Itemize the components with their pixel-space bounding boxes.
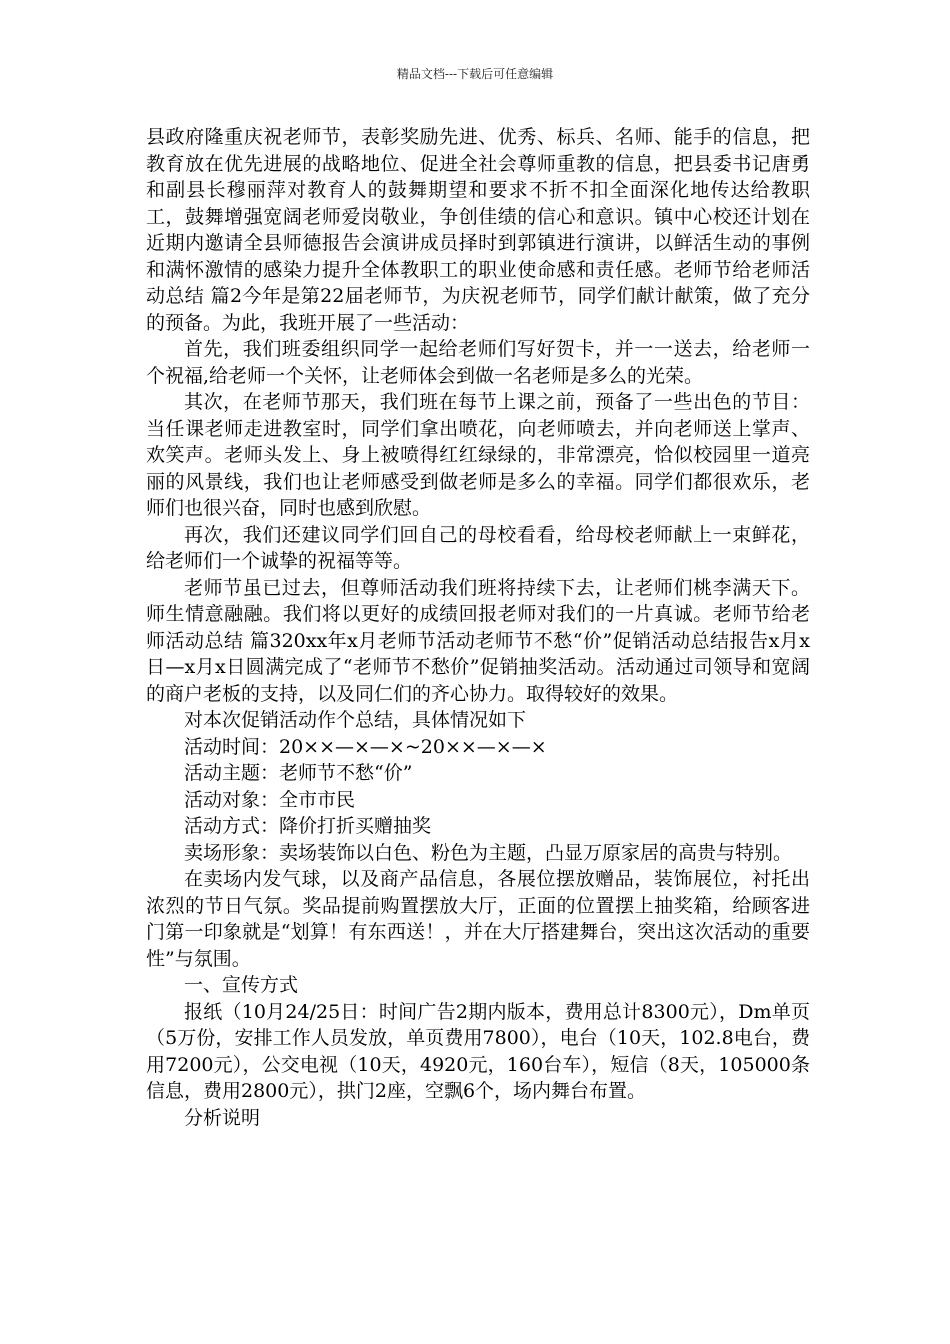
paragraph-12: 在卖场内发气球，以及商产品信息，各展位摆放赠品，装饰展位，衬托出浓烈的节日气氛。奖品提前购置摆放大厅，正面的位置摆上抽奖箱，给顾客进门第一印象就是“划算！有东西送！，并在大厅搭建舞台，突出这次活动的重要性”与氛围。: [146, 868, 810, 970]
paragraph-3: 其次，在老师节那天，我们班在每节上课之前，预备了一些出色的节目：当任课老师走进教室时，同学们拿出喷花，向老师喷去，并向老师送上掌声、欢笑声。老师头发上、身上被喷得红红绿绿的，非常漂亮，恰似校园里一道亮丽的风景线，我们也让老师感受到做老师是多么的幸福。同学们都很欢乐，老师们也很兴奋，同时也感到欣慰。: [146, 391, 810, 519]
paragraph-4: 再次，我们还建议同学们回自己的母校看看，给母校老师献上一束鲜花，给老师们一个诚挚的祝福等等。: [146, 523, 810, 572]
analysis-heading: 分析说明: [184, 1106, 261, 1129]
document-body: [146, 124, 810, 1131]
store-image: 卖场形象：卖场装饰以白色、粉色为主题，凸显万原家居的高贵与特别。: [184, 841, 793, 864]
section-heading-promotion: 一、宣传方式: [184, 974, 299, 996]
activity-time: 活动时间：20××—×—×~20××—×—×: [184, 735, 547, 758]
activity-method: 活动方式：降价打折买赠抽奖: [184, 815, 432, 837]
paragraph-14: 报纸（10月24/25日：时间广告2期内版本，费用总计8300元），Dm单页（5万份，安排工作人员发放，单页费用7800），电台（10天，102.8电台，费用7200元），公交电视（10天，4920元，160台车），短信（8天，105000条信息，费用2800元），拱门2座，空飘6个，场内舞台布置。: [146, 1000, 810, 1102]
activity-target: 活动对象：全市市民: [184, 788, 356, 811]
paragraph-5: 老师节虽已过去，但尊师活动我们班将持续下去，让老师们桃李满天下。师生情意融融。我们将以更好的成绩回报老师对我们的一片真诚。老师节给老师活动总结 篇320xx年x月老师节活动老师节不愁“价”促销活动总结报告x月x日—x月x日圆满完成了“老师节不愁价”促销抽奖活动。活动通过司领导和宽阔的商户老板的支持，以及同仁们的齐心协力。取得较好的效果。: [146, 576, 810, 705]
paragraph-1: 县政府隆重庆祝老师节，表彰奖励先进、优秀、标兵、名师、能手的信息，把教育放在优先进展的战略地位、促进全社会尊师重教的信息，把县委书记唐勇和副县长穆丽萍对教育人的鼓舞期望和要求不折不扣全面深化地传达给教职工，鼓舞增强宽阔老师爱岗敬业，争创佳绩的信心和意识。镇中心校还计划在近期内邀请全县师德报告会演讲成员择时到郭镇进行演讲，以鲜活生动的事例和满怀激情的感染力提升全体教职工的职业使命感和责任感。老师节给老师活动总结 篇2今年是第22届老师节，为庆祝老师节，同学们献计献策，做了充分的预备。为此，我班开展了一些活动：: [146, 126, 810, 334]
activity-theme: 活动主题：老师节不愁“价”: [184, 762, 413, 784]
paragraph-6: 对本次促销活动作个总结，具体情况如下: [184, 709, 527, 731]
page-header: 精品文档---下载后可任意编辑: [396, 67, 554, 81]
paragraph-2: 首先，我们班委组织同学一起给老师们写好贺卡，并一一送去，给老师一个祝福,给老师一个关怀，让老师体会到做一名老师是多么的光荣。: [146, 338, 810, 387]
